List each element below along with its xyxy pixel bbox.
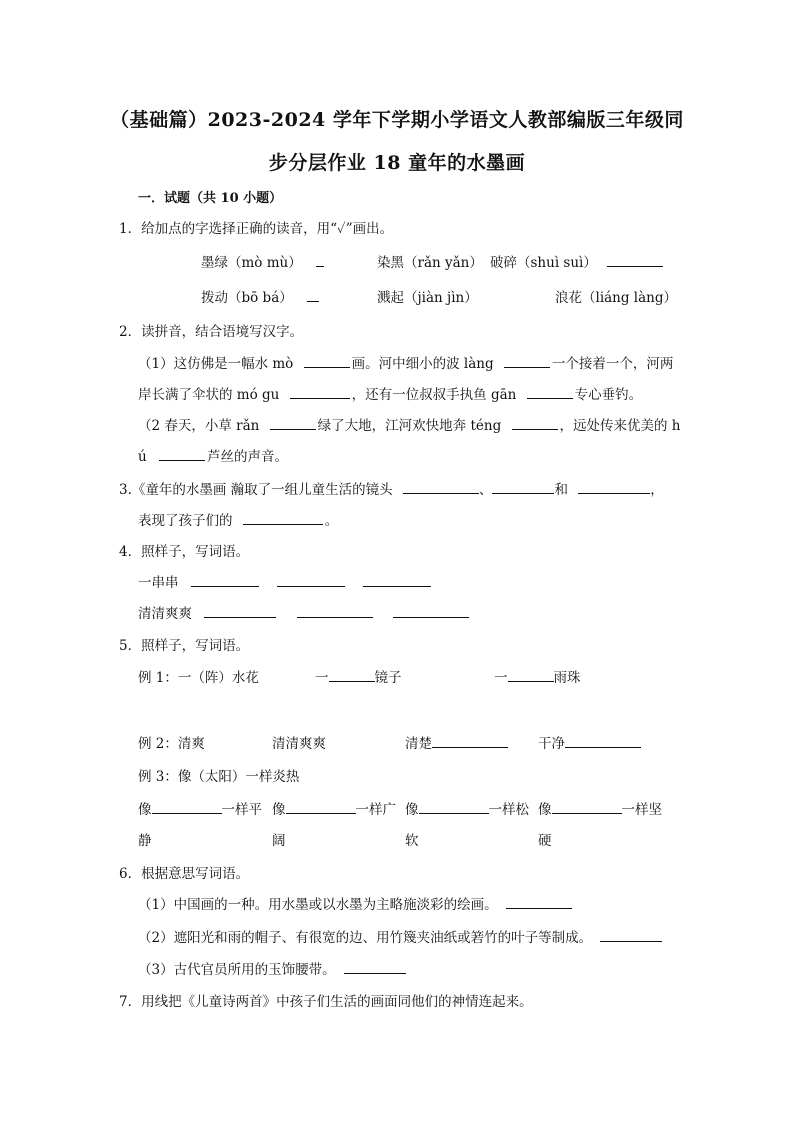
q2-part2-line2 bbox=[138, 445, 288, 465]
answer-blank[interactable] bbox=[307, 289, 319, 302]
q5-wrap: 硬 bbox=[538, 833, 552, 849]
q5-item bbox=[538, 732, 641, 752]
q1-item bbox=[201, 286, 319, 306]
q5-example2b: 清清爽爽 bbox=[272, 736, 326, 752]
q4-example: 一串串 bbox=[138, 575, 179, 591]
q5-item bbox=[272, 798, 396, 818]
q7-stem: 7．用线把《儿童诗两首》中孩子们生活的画面同他们的神情连起来。 bbox=[119, 994, 533, 1010]
q5-example2: 例 2：清爽 bbox=[138, 736, 205, 752]
q5-item bbox=[405, 798, 529, 818]
answer-blank[interactable] bbox=[344, 961, 406, 974]
answer-blank[interactable] bbox=[403, 481, 479, 494]
answer-blank[interactable] bbox=[363, 574, 431, 587]
q6-text: （1）中国画的一种。用水墨或以水墨为主略施淡彩的绘画。 bbox=[138, 897, 498, 913]
q2-stem: 2．读拼音，结合语境写汉字。 bbox=[119, 324, 304, 340]
q5-wrap: 阔 bbox=[272, 833, 286, 849]
q1-word: 溅起（jiàn jìn） bbox=[377, 290, 478, 306]
q2-text: 绿了大地，江河欢快地奔 téng bbox=[317, 418, 502, 434]
q1-word: 墨绿（mò mù） bbox=[201, 255, 302, 271]
q5-text: 干净 bbox=[538, 736, 565, 752]
q5-example1: 例 1：一（阵）水花 bbox=[138, 670, 259, 686]
doc-title-line2: 步分层作业 18 童年的水墨画 bbox=[268, 152, 526, 174]
q5-text: 清楚 bbox=[405, 736, 432, 752]
q1-word: 浪花（liáng làng） bbox=[555, 290, 678, 306]
q3-text: 。 bbox=[324, 513, 339, 529]
q5-text: 像 bbox=[272, 802, 286, 818]
q3-text: 表现了孩子们的 bbox=[138, 513, 233, 529]
q5-stem: 5．照样子，写词语。 bbox=[119, 638, 250, 654]
q5-item bbox=[138, 798, 262, 818]
q5-text: 一 bbox=[494, 670, 508, 686]
q2-text: 芦丝的声音。 bbox=[207, 449, 288, 465]
q2-text: ，远处传来优美的 h bbox=[559, 418, 681, 434]
q2-text: 画。河中细小的波 làng bbox=[351, 356, 494, 372]
q2-part2-line1 bbox=[138, 414, 681, 434]
q1-word: 拨动（bō bá） bbox=[201, 290, 293, 306]
q1-item bbox=[377, 286, 478, 306]
q5-text: 像 bbox=[138, 802, 152, 818]
answer-blank[interactable] bbox=[432, 735, 508, 748]
q2-text: ú bbox=[138, 449, 147, 465]
q3-line2 bbox=[138, 509, 338, 529]
answer-blank[interactable] bbox=[243, 512, 323, 525]
q5-text: 雨珠 bbox=[553, 670, 581, 686]
q4-row2 bbox=[138, 602, 469, 622]
answer-blank[interactable] bbox=[527, 386, 573, 399]
q5-item bbox=[405, 732, 508, 752]
answer-blank[interactable] bbox=[329, 669, 375, 682]
q6-stem: 6．根据意思写词语。 bbox=[119, 866, 250, 882]
answer-blank[interactable] bbox=[607, 254, 663, 267]
q2-text: ，还有一位叔叔手执鱼 gān bbox=[351, 387, 517, 403]
answer-blank[interactable] bbox=[419, 801, 489, 814]
q5-text: 一 bbox=[315, 670, 329, 686]
q3-line1 bbox=[119, 478, 664, 498]
q5-text: 像 bbox=[538, 802, 552, 818]
answer-blank[interactable] bbox=[512, 417, 558, 430]
q2-part1-line2 bbox=[138, 383, 642, 403]
answer-blank[interactable] bbox=[578, 481, 650, 494]
q2-text: 专心垂钓。 bbox=[574, 387, 643, 403]
q6-text: （2）遮阳光和雨的帽子、有很宽的边、用竹篾夹油纸或箬竹的叶子等制成。 bbox=[138, 930, 593, 946]
q2-text: （1）这仿佛是一幅水 mò bbox=[138, 356, 294, 372]
doc-title-line1: （基础篇）2023-2024 学年下学期小学语文人教部编版三年级同 bbox=[110, 109, 684, 131]
answer-blank[interactable] bbox=[204, 605, 276, 618]
answer-blank[interactable] bbox=[600, 929, 662, 942]
q5-wrap: 静 bbox=[138, 833, 152, 849]
q3-text: 3.《童年的水墨画 瀚取了一组儿童生活的镜头 bbox=[119, 482, 393, 498]
q3-text: 、 bbox=[478, 482, 493, 498]
answer-blank[interactable] bbox=[492, 481, 554, 494]
answer-blank[interactable] bbox=[191, 574, 259, 587]
q5-item bbox=[315, 666, 402, 686]
answer-blank[interactable] bbox=[270, 417, 316, 430]
q4-row1 bbox=[138, 571, 431, 591]
answer-blank[interactable] bbox=[297, 605, 373, 618]
q6-part1 bbox=[138, 893, 572, 913]
q4-stem: 4．照样子，写词语。 bbox=[119, 544, 250, 560]
answer-blank[interactable] bbox=[565, 735, 641, 748]
q2-text: （2 春天，小草 rǎn bbox=[138, 418, 260, 434]
q1-item bbox=[201, 251, 324, 271]
q5-example3: 例 3：像（太阳）一样炎热 bbox=[138, 769, 300, 785]
q5-text: 像 bbox=[405, 802, 419, 818]
answer-blank[interactable] bbox=[508, 669, 554, 682]
section-heading: 一．试题（共 10 小题） bbox=[138, 191, 283, 206]
answer-blank[interactable] bbox=[316, 254, 324, 267]
q6-text: （3）古代官员所用的玉饰腰带。 bbox=[138, 962, 336, 978]
q5-item bbox=[538, 798, 662, 818]
q1-word: 破碎（shuì suì） bbox=[490, 255, 597, 271]
answer-blank[interactable] bbox=[152, 801, 222, 814]
q2-text: 一个接着一个，河两 bbox=[551, 356, 674, 372]
answer-blank[interactable] bbox=[506, 896, 572, 909]
answer-blank[interactable] bbox=[393, 605, 469, 618]
answer-blank[interactable] bbox=[277, 574, 345, 587]
q6-part2 bbox=[138, 926, 662, 946]
q2-text: 岸长满了伞状的 mó gu bbox=[138, 387, 280, 403]
q1-item bbox=[555, 286, 677, 306]
answer-blank[interactable] bbox=[159, 448, 205, 461]
q5-text: 一样广 bbox=[355, 802, 396, 818]
answer-blank[interactable] bbox=[504, 355, 550, 368]
q3-text: 和 bbox=[554, 482, 568, 498]
answer-blank[interactable] bbox=[304, 355, 350, 368]
answer-blank[interactable] bbox=[286, 801, 356, 814]
q5-text: 一样坚 bbox=[621, 802, 662, 818]
q5-text: 镜子 bbox=[374, 670, 402, 686]
q5-wrap: 软 bbox=[405, 833, 419, 849]
q5-text: 一样松 bbox=[488, 802, 529, 818]
q1-item bbox=[377, 251, 483, 271]
answer-blank[interactable] bbox=[290, 386, 350, 399]
q5-text: 一样平 bbox=[221, 802, 262, 818]
q6-part3 bbox=[138, 958, 406, 978]
q1-item bbox=[490, 251, 663, 271]
q2-part1-line1 bbox=[138, 352, 673, 372]
q1-stem: 1．给加点的字选择正确的读音，用“✓”画出。 bbox=[119, 221, 394, 237]
q1-word: 染黑（rǎn yǎn） bbox=[377, 255, 483, 271]
answer-blank[interactable] bbox=[552, 801, 622, 814]
q4-example: 清清爽爽 bbox=[138, 606, 192, 622]
q5-item bbox=[494, 666, 581, 686]
q3-text: ， bbox=[650, 482, 664, 498]
